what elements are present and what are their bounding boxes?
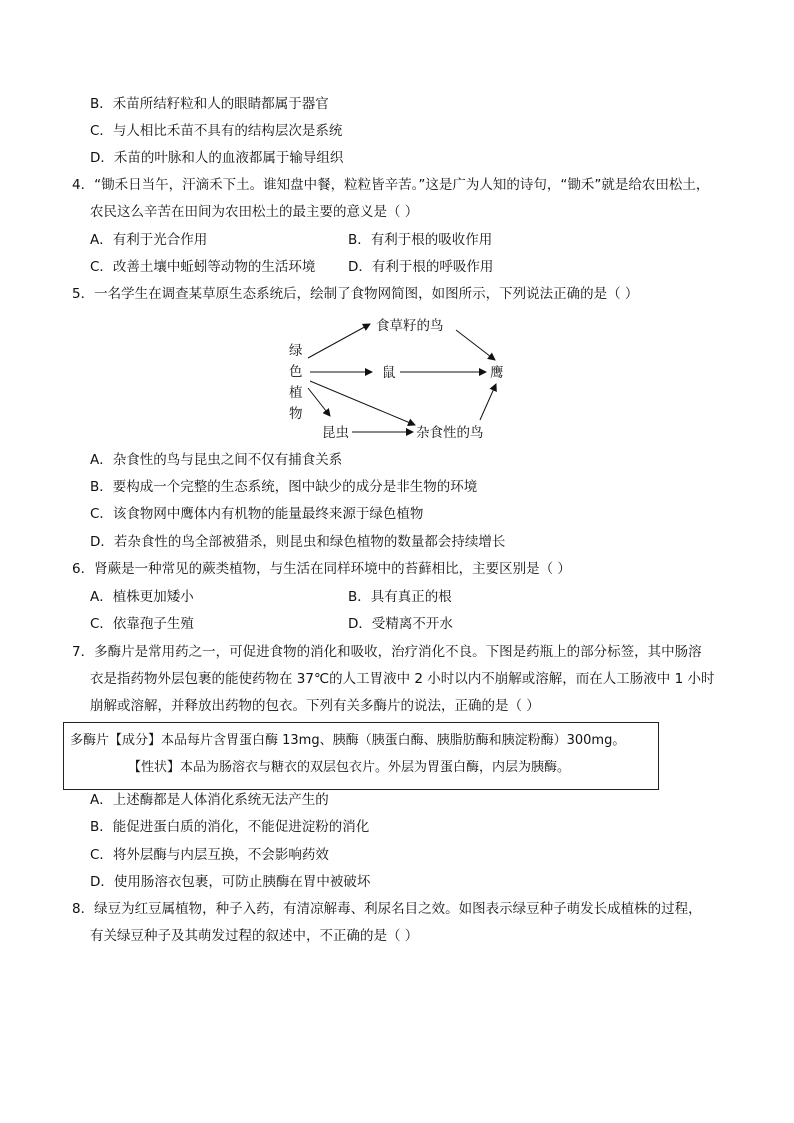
option-d: D．使用肠溶衣包裹，可防止胰酶在胃中被破坏 [90,874,371,890]
option-b: B．有利于根的吸收作用 [348,232,493,248]
option-b: B．具有真正的根 [348,589,452,605]
question-4-stem: 4．“锄禾日当午，汗滴禾下土。谁知盘中餐，粒粒皆辛苦。”这是广为人知的诗句，“锄禾”就是给农田松土， [72,177,710,193]
producer-char-4: 物 [289,406,303,422]
omnivore-bird-label: 杂食性的鸟 [416,425,484,441]
producer-char-2: 色 [289,364,303,380]
option-c: C．该食物网中鹰体内有机物的能量最终来源于绿色植物 [90,506,424,522]
question-7-stem: 7．多酶片是常用药之一，可促进食物的消化和吸收，治疗消化不良。下图是药瓶上的部分标签，其中肠溶 [72,644,702,660]
option-c: C．改善土壤中蚯蚓等动物的生活环境 [90,259,316,275]
seed-bird-label: 食草籽的鸟 [376,318,444,334]
option-d: D．受精离不开水 [348,616,453,632]
option-c: C．与人相比禾苗不具有的结构层次是系统 [90,123,343,139]
arrow-plant-to-insect [308,388,330,416]
producer-char-1: 绿 [289,343,303,359]
option-a: A．植株更加矮小 [90,589,194,605]
food-web-diagram [270,308,510,448]
option-a: A．上述酶都是人体消化系统无法产生的 [90,792,329,808]
medicine-label-properties: 【性状】本品为肠溶衣与糖衣的双层包衣片。外层为胃蛋白酶，内层为胰酶。 [128,760,571,775]
option-d: D．禾苗的叶脉和人的血液都属于输导组织 [90,150,344,166]
option-b: B．要构成一个完整的生态系统，图中缺少的成分是非生物的环境 [90,479,478,495]
option-a: A．有利于光合作用 [90,232,208,248]
option-d: D．若杂食性的鸟全部被猎杀，则昆虫和绿色植物的数量都会持续增长 [90,534,506,550]
option-c: C．依靠孢子生殖 [90,616,194,632]
insect-label: 昆虫 [322,425,349,441]
arrow-plant-to-seed-bird [308,324,370,358]
option-d: D．有利于根的呼吸作用 [348,259,494,275]
arrow-omnivore-bird-to-hawk [480,384,496,420]
hawk-label: 鹰 [490,365,504,381]
question-7-stem-cont: 衣是指药物外层包裹的能使药物在 37℃的人工胃液中 2 小时以内不崩解或溶解，而在人工肠液中 1 小时 [90,671,715,687]
question-5-stem: 5．一名学生在调查某草原生态系统后，绘制了食物网简图，如图所示，下列说法正确的是（ ） [72,286,639,302]
option-b: B．能促进蛋白质的消化，不能促进淀粉的消化 [90,819,370,835]
medicine-label-ingredients: 多酶片【成分】本品每片含胃蛋白酶 13mg、胰酶（胰蛋白酶、胰脂肪酶和胰淀粉酶）300mg。 [70,733,626,748]
question-6-stem: 6．肾蕨是一种常见的蕨类植物，与生活在同样环境中的苔藓相比，主要区别是（ ） [72,561,571,577]
question-8-stem-cont: 有关绿豆种子及其萌发过程的叙述中，不正确的是（ ） [90,928,419,944]
question-7-stem-cont: 崩解或溶解，并释放出药物的包衣。下列有关多酶片的说法，正确的是（ ） [90,698,540,714]
option-b: B．禾苗所结籽粒和人的眼睛都属于器官 [90,96,329,112]
option-c: C．将外层酶与内层互换，不会影响药效 [90,847,329,863]
question-4-stem-cont: 农民这么辛苦在田间为农田松土的最主要的意义是（ ） [90,204,419,220]
question-8-stem: 8．绿豆为红豆属植物，种子入药，有清凉解毒、利尿名目之效。如图表示绿豆种子萌发长成植株的过程， [72,901,702,917]
producer-char-3: 植 [289,385,303,401]
option-a: A．杂食性的鸟与昆虫之间不仅有捕食关系 [90,452,343,468]
mouse-label: 鼠 [382,365,396,381]
arrow-seed-bird-to-hawk [456,330,495,360]
arrow-plant-to-omnivore-bird [310,381,415,425]
